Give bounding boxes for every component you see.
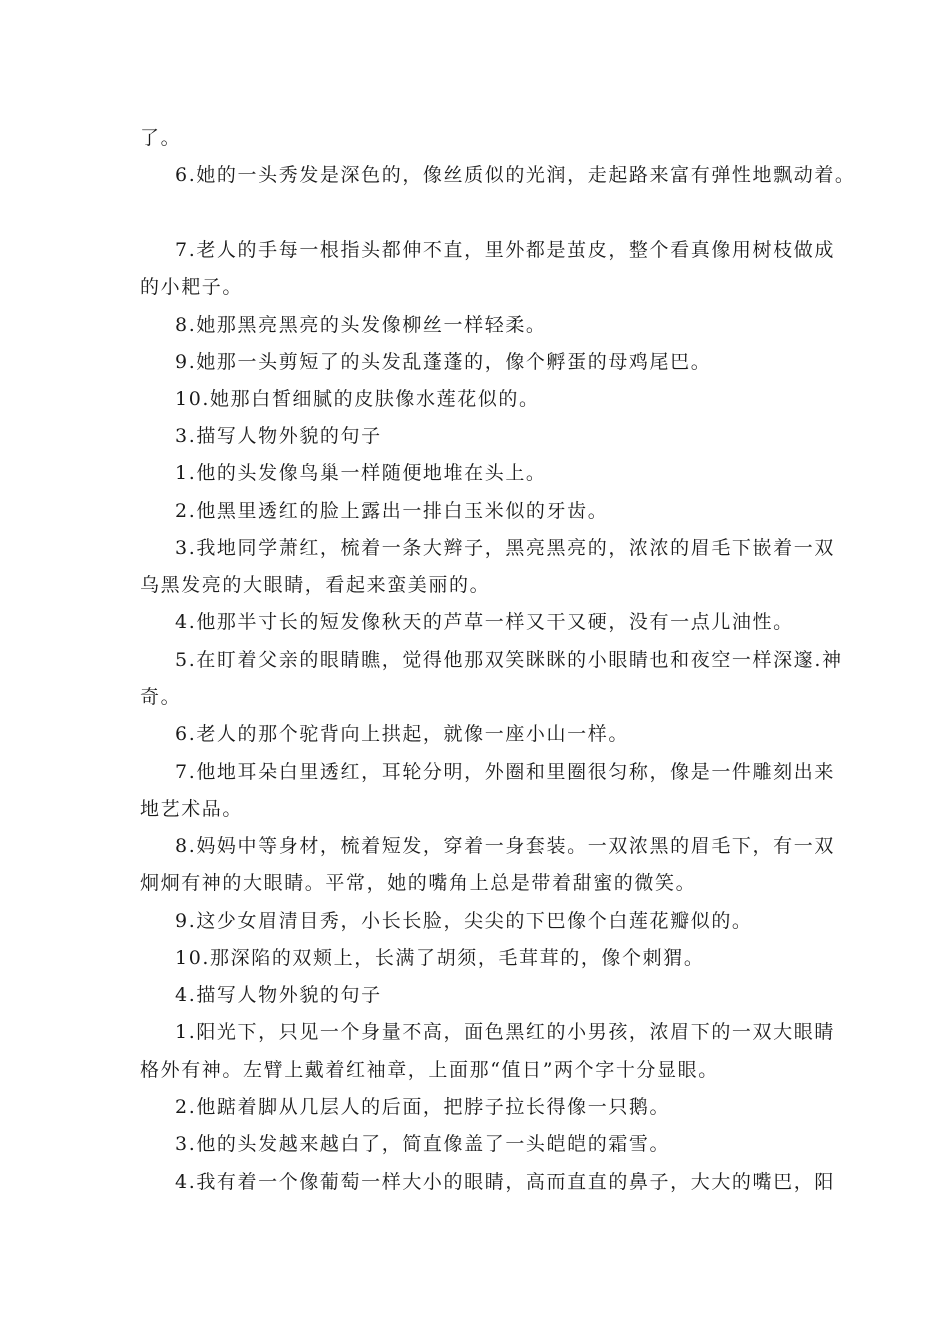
text-line: 10.她那白皙细腻的皮肤像水莲花似的。 [175, 388, 540, 410]
text-line: 3.他的头发越来越白了，简直像盖了一头皑皑的霜雪。 [175, 1133, 671, 1155]
text-line: 4.我有着一个像葡萄一样大小的眼睛，高而直直的鼻子，大大的嘴巴，阳 [175, 1171, 835, 1193]
text-line: 2.他踮着脚从几层人的后面，把脖子拉长得像一只鹅。 [175, 1096, 671, 1118]
section-heading: 3.描写人物外貌的句子 [175, 425, 382, 447]
text-line: 了。 [140, 127, 182, 149]
text-line: 的小耙子。 [140, 276, 244, 298]
text-line: 乌黑发亮的大眼睛，看起来蛮美丽的。 [140, 574, 491, 596]
text-line: 炯炯有神的大眼睛。平常，她的嘴角上总是带着甜蜜的微笑。 [140, 872, 697, 894]
text-line: 1.阳光下，只见一个身量不高，面色黑红的小男孩，浓眉下的一双大眼睛 [175, 1021, 835, 1043]
text-line: 5.在盯着父亲的眼睛瞧，觉得他那双笑眯眯的小眼睛也和夜空一样深邃.神 [175, 649, 843, 671]
text-line: 6.她的一头秀发是深色的，像丝质似的光润，走起路来富有弹性地飘动着。 [175, 164, 856, 186]
text-line: 9.这少女眉清目秀，小长长脸，尖尖的下巴像个白莲花瓣似的。 [175, 910, 753, 932]
text-line: 2.他黑里透红的脸上露出一排白玉米似的牙齿。 [175, 500, 609, 522]
text-line: 9.她那一头剪短了的头发乱蓬蓬的，像个孵蛋的母鸡尾巴。 [175, 351, 712, 373]
text-line: 奇。 [140, 686, 182, 708]
section-heading: 4.描写人物外貌的句子 [175, 984, 382, 1006]
text-line: 6.老人的那个驼背向上拱起，就像一座小山一样。 [175, 723, 629, 745]
text-line: 7.他地耳朵白里透红，耳轮分明，外圈和里圈很匀称，像是一件雕刻出来 [175, 761, 835, 783]
text-line: 8.她那黑亮黑亮的头发像柳丝一样轻柔。 [175, 314, 547, 336]
text-line: 地艺术品。 [140, 798, 244, 820]
text-line: 1.他的头发像鸟巢一样随便地堆在头上。 [175, 462, 547, 484]
text-line: 7.老人的手每一根指头都伸不直，里外都是茧皮，整个看真像用树枝做成 [175, 239, 835, 261]
text-line: 8.妈妈中等身材，梳着短发，穿着一身套装。一双浓黑的眉毛下，有一双 [175, 835, 835, 857]
text-line: 格外有神。左臂上戴着红袖章，上面那“值日”两个字十分显眼。 [140, 1059, 719, 1081]
text-line: 4.他那半寸长的短发像秋天的芦草一样又干又硬，没有一点儿油性。 [175, 611, 794, 633]
text-line: 3.我地同学萧红，梳着一条大辫子，黑亮黑亮的，浓浓的眉毛下嵌着一双 [175, 537, 835, 559]
text-line: 10.那深陷的双颊上，长满了胡须，毛茸茸的，像个刺猬。 [175, 947, 705, 969]
